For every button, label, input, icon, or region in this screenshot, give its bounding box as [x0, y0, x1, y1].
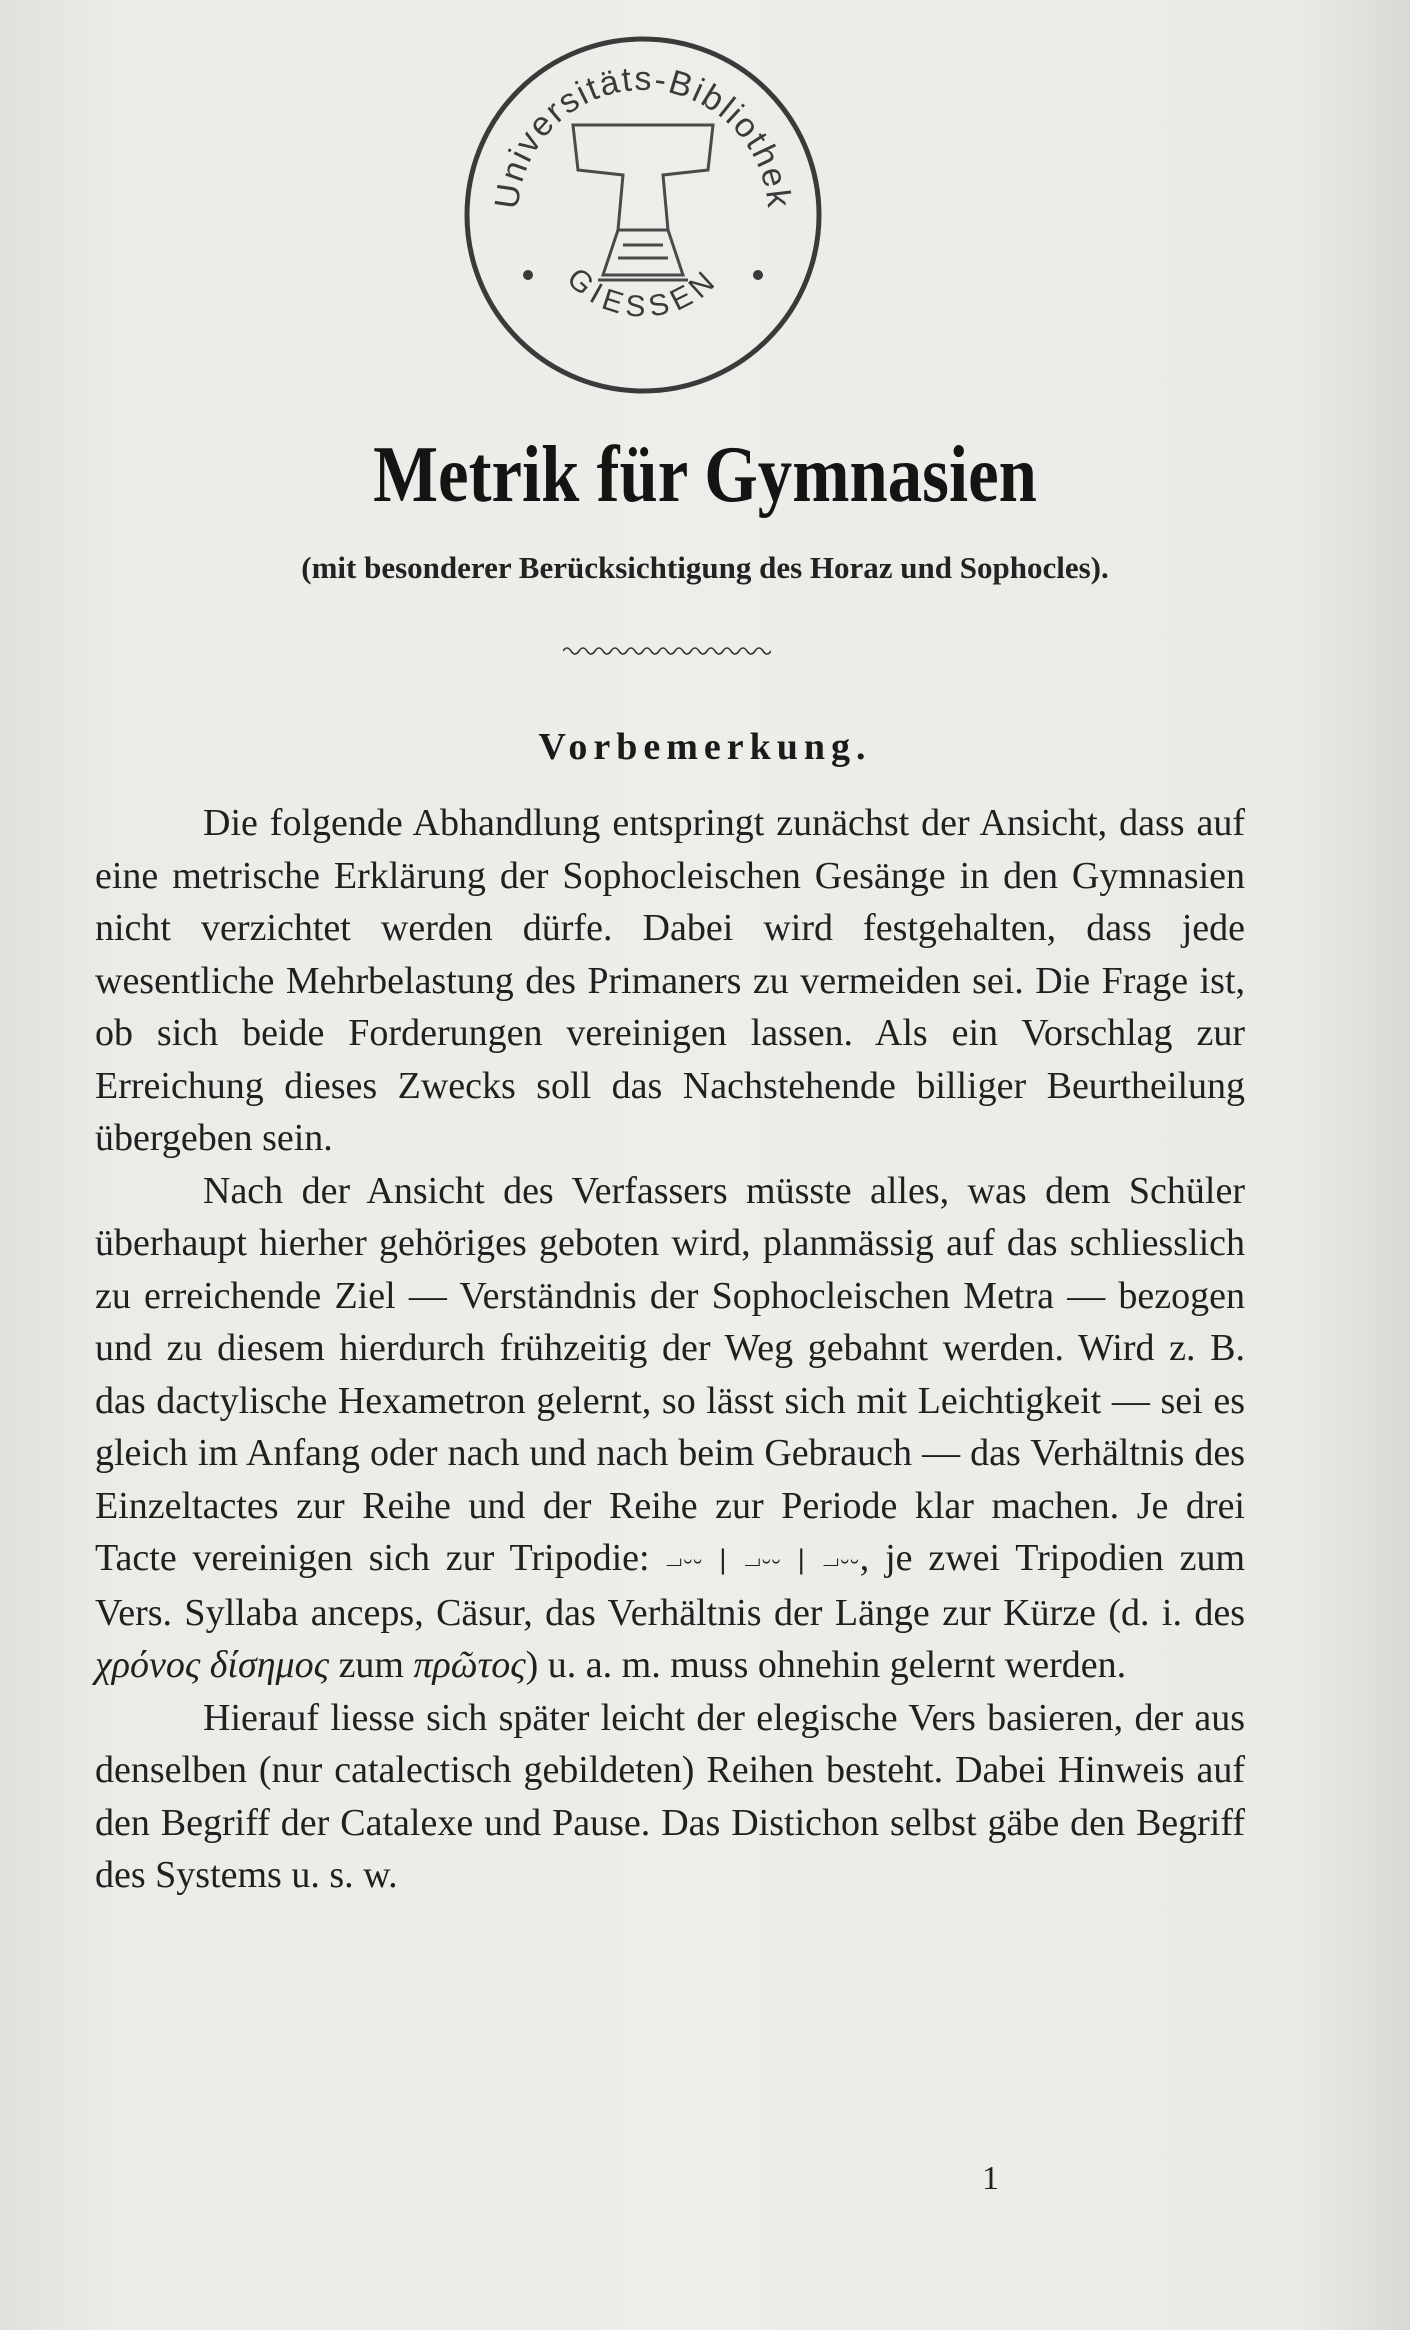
paragraph-3: Hierauf liesse sich später leicht der elegische Vers basieren, der aus denselben (nur catalectisch gebildeten) Reihen besteht. Dabei Hinweis auf den Begriff der Catalexe und Pause. Das Distichon selbst gäbe den Begriff des Systems u. s. w.	[95, 1696, 1245, 1896]
paragraph-2-text-b: , je zwei Tripodien zum Vers. Syllaba anceps, Cäsur, das Verhältnis der Länge zur Kürze (d. i. des	[95, 1537, 1246, 1634]
paragraph-2	[95, 1165, 1245, 1692]
page-number: 1	[982, 2160, 999, 2197]
section-heading: Vorbemerkung.	[538, 726, 872, 768]
stamp-dot-right	[753, 270, 763, 280]
stamp-emblem-icon	[573, 125, 713, 280]
greek-term-protos: πρῶτος	[413, 1644, 526, 1686]
stamp-lower-text: GIESSEN	[560, 261, 726, 324]
wavy-rule-ornament	[563, 644, 771, 658]
page-title: Metrik für Gymnasien	[373, 431, 1037, 519]
greek-term-chronos-disemos: χρόνος δίσημος	[95, 1644, 330, 1686]
paragraph-2-text-d: ) u. a. m. muss ohnehin gelernt werden.	[525, 1644, 1127, 1686]
paragraph-2-text-c: zum	[329, 1644, 414, 1686]
library-stamp	[458, 30, 828, 400]
paragraph-1: Die folgende Abhandlung entspringt zunächst der Ansicht, dass auf eine metrische Erklärung der Sophocleischen Gesänge in den Gymnasien nicht verzichtet werden dürfe. Dabei wird festgehalten, dass jede wesentliche Mehrbelastung des Primaners zu vermeiden sei. Die Frage ist, ob sich beide Forderungen vereinigen lassen. Als ein Vorschlag zur Erreichung dieses Zwecks soll das Nachstehende billiger Beurtheilung übergeben sein.	[95, 802, 1245, 1159]
stamp-dot-left	[523, 270, 533, 280]
metrical-notation: ⏗⏑⏑ | ⏗⏑⏑ | ⏗⏑⏑	[665, 1545, 860, 1575]
paragraph-2-text-a: Nach der Ansicht des Verfassers müsste alles, was dem Schüler überhaupt hierher gehöriges geboten wird, planmässig auf das schliesslich zu erreichende Ziel — Verständnis der Sophocleischen Metra — bezogen und zu diesem hierdurch frühzeitig der Weg gebahnt werden. Wird z. B. das dactylische Hexametron gelernt, so lässt sich mit Leichtigkeit — sei es gleich im Anfang oder nach und nach beim Gebrauch — das Verhältnis des Einzeltactes zur Reihe und der Reihe zur Periode klar machen. Je drei Tacte vereinigen sich zur Tripodie:	[95, 1169, 1245, 1579]
stamp-upper-text: Universitäts-Bibliothek	[487, 59, 799, 212]
body-text	[95, 797, 1245, 1902]
page-subtitle: (mit besonderer Berücksichtigung des Horaz und Sophocles).	[301, 550, 1109, 585]
